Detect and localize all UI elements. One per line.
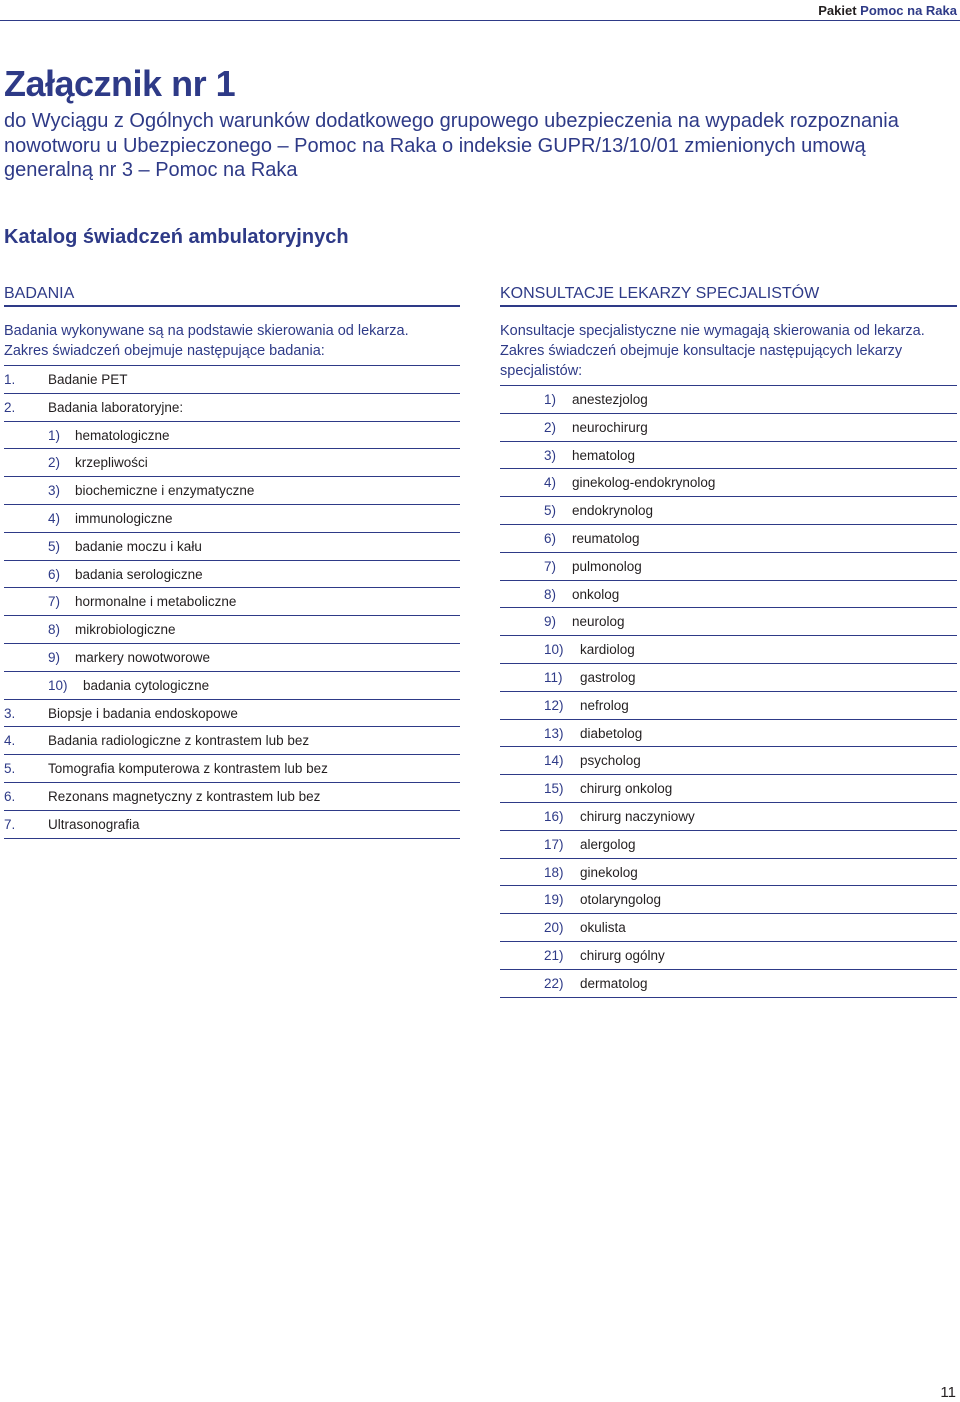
item-text: krzepliwości [75, 455, 148, 471]
badania-list [4, 366, 460, 839]
item-number: 19) [544, 892, 564, 908]
item-text: reumatolog [572, 530, 640, 546]
badania-heading: BADANIA [4, 282, 460, 307]
page-title: Załącznik nr 1 [4, 63, 236, 104]
item-text: Tomografia komputerowa z kontrastem lub bez [48, 761, 328, 777]
list-item [500, 747, 957, 775]
list-item [4, 755, 460, 783]
specjalisci-list [500, 386, 957, 998]
list-item [4, 394, 460, 422]
item-number: 4. [4, 733, 16, 749]
item-text: onkolog [572, 586, 620, 602]
item-number: 7) [48, 594, 61, 610]
item-text: hematolog [572, 447, 636, 463]
item-number: 9) [544, 614, 557, 630]
item-text: alergolog [580, 836, 636, 852]
item-number: 6. [4, 788, 16, 804]
item-text: Badania radiologiczne z kontrastem lub bez [48, 733, 310, 749]
item-number: 3) [48, 483, 61, 499]
header-rule [0, 20, 960, 21]
item-number: 2. [4, 399, 16, 415]
list-item [500, 636, 957, 664]
list-item [500, 775, 957, 803]
list-item [500, 664, 957, 692]
item-number: 8) [544, 586, 557, 602]
sub-list-item [4, 616, 460, 644]
item-text: Badanie PET [48, 372, 128, 387]
item-text: okulista [580, 920, 626, 936]
item-text: biochemiczne i enzymatyczne [75, 483, 255, 499]
list-item [500, 525, 957, 553]
catalog-title: Katalog świadczeń ambulatoryjnych [4, 226, 349, 248]
item-number: 2) [48, 455, 61, 471]
sub-list-item [4, 561, 460, 589]
list-item [500, 553, 957, 581]
item-number: 4) [48, 510, 61, 526]
badania-intro-line: Zakres świadczeń obejmuje następujące badania: [4, 343, 325, 359]
item-number: 18) [544, 864, 564, 880]
item-number: 1) [48, 427, 61, 443]
list-item [500, 442, 957, 470]
item-number: 9) [48, 649, 61, 665]
list-item [500, 859, 957, 887]
item-text: chirurg ogólny [580, 947, 665, 963]
konsultacje-intro-line: Konsultacje specjalistyczne nie wymagają skierowania od lekarza. [500, 323, 925, 339]
item-number: 5. [4, 761, 16, 777]
item-number: 6) [544, 530, 557, 546]
item-number: 11) [544, 669, 563, 685]
sub-list-item [4, 588, 460, 616]
item-number: 10) [544, 642, 564, 658]
konsultacje-intro-line: Zakres świadczeń obejmuje konsultacje następujących lekarzy [500, 343, 903, 359]
list-item [500, 581, 957, 609]
item-text: otolaryngolog [580, 892, 662, 908]
badania-intro [4, 321, 460, 365]
item-number: 4) [544, 475, 557, 491]
item-text: markery nowotworowe [75, 649, 211, 665]
item-number: 8) [48, 622, 61, 638]
list-item [4, 727, 460, 755]
item-text: ginekolog-endokrynolog [572, 475, 716, 491]
item-text: dermatolog [580, 975, 648, 991]
item-number: 12) [544, 697, 564, 713]
list-item [500, 608, 957, 636]
list-item [500, 497, 957, 525]
item-text: diabetolog [580, 725, 643, 741]
list-item [500, 414, 957, 442]
list-item [500, 914, 957, 942]
item-number: 1. [4, 372, 16, 387]
item-number: 2) [544, 419, 557, 435]
list-item [500, 970, 957, 998]
item-number: 22) [544, 975, 564, 991]
item-text: Badania laboratoryjne: [48, 399, 184, 415]
item-number: 17) [544, 836, 564, 852]
item-number: 7) [544, 558, 557, 574]
list-item [4, 811, 460, 839]
item-text: Ultrasonografia [48, 816, 140, 832]
item-text: chirurg naczyniowy [580, 808, 695, 824]
list-item [500, 386, 957, 414]
konsultacje-heading: KONSULTACJE LEKARZY SPECJALISTÓW [500, 282, 957, 307]
item-text: neurochirurg [572, 419, 648, 435]
list-item [500, 831, 957, 859]
page-subtitle: do Wyciągu z Ogólnych warunków dodatkowego grupowego ubezpieczenia na wypadek rozpoznania nowotworu u Ubezpieczonego – Pomoc na Raka o indeksie GUPR/13/10/01 zmienionych umową generalną nr 3 – Pomoc na Raka [4, 110, 899, 181]
konsultacje-intro [500, 321, 957, 385]
item-number: 15) [544, 781, 564, 797]
list-item [500, 942, 957, 970]
page-header [0, 0, 960, 22]
item-text: chirurg onkolog [580, 781, 673, 797]
item-text: badanie moczu i kału [75, 538, 202, 554]
list-item [500, 469, 957, 497]
sub-list-item [4, 672, 460, 700]
item-text: kardiolog [580, 642, 635, 658]
item-text: Biopsje i badania endoskopowe [48, 705, 238, 721]
item-text: hematologiczne [75, 427, 170, 443]
item-number: 6) [48, 566, 61, 582]
item-text: mikrobiologiczne [75, 622, 176, 638]
item-text: gastrolog [580, 669, 636, 685]
page-number: 11 [940, 1384, 956, 1401]
item-text: endokrynolog [572, 503, 654, 519]
sub-list-item [4, 644, 460, 672]
item-text: hormonalne i metaboliczne [75, 594, 237, 610]
list-item [500, 803, 957, 831]
sub-list-item [4, 449, 460, 477]
list-item [4, 783, 460, 811]
list-item [500, 692, 957, 720]
item-number: 20) [544, 920, 564, 936]
item-number: 21) [544, 947, 564, 963]
item-text: immunologiczne [75, 510, 173, 526]
sub-list-item [4, 505, 460, 533]
item-number: 7. [4, 816, 16, 832]
item-text: anestezjolog [572, 392, 648, 407]
header-label [818, 3, 957, 18]
list-item [4, 366, 460, 394]
konsultacje-section [500, 282, 957, 998]
item-text: ginekolog [580, 864, 638, 880]
list-item [500, 886, 957, 914]
sub-list-item [4, 533, 460, 561]
item-text: Rezonans magnetyczny z kontrastem lub bez [48, 788, 321, 804]
list-item [500, 720, 957, 748]
item-number: 3. [4, 705, 16, 721]
item-number: 1) [544, 392, 557, 407]
item-text: pulmonolog [572, 558, 642, 574]
list-item [4, 700, 460, 728]
item-text: badania serologiczne [75, 566, 203, 582]
header-accent: Pomoc na Raka [860, 3, 957, 18]
badania-intro-line: Badania wykonywane są na podstawie skierowania od lekarza. [4, 323, 409, 339]
badania-section [4, 282, 460, 839]
item-text: neurolog [572, 614, 625, 630]
item-text: badania cytologiczne [83, 677, 210, 693]
sub-list-item [4, 477, 460, 505]
header-prefix: Pakiet [818, 3, 857, 18]
item-number: 3) [544, 447, 557, 463]
sub-list-item [4, 422, 460, 450]
item-number: 14) [544, 753, 564, 769]
konsultacje-intro-line: specjalistów: [500, 363, 583, 379]
item-number: 16) [544, 808, 564, 824]
item-number: 5) [48, 538, 61, 554]
item-text: nefrolog [580, 697, 629, 713]
item-number: 10) [48, 677, 68, 693]
item-text: psycholog [580, 753, 641, 769]
item-number: 13) [544, 725, 564, 741]
item-number: 5) [544, 503, 557, 519]
